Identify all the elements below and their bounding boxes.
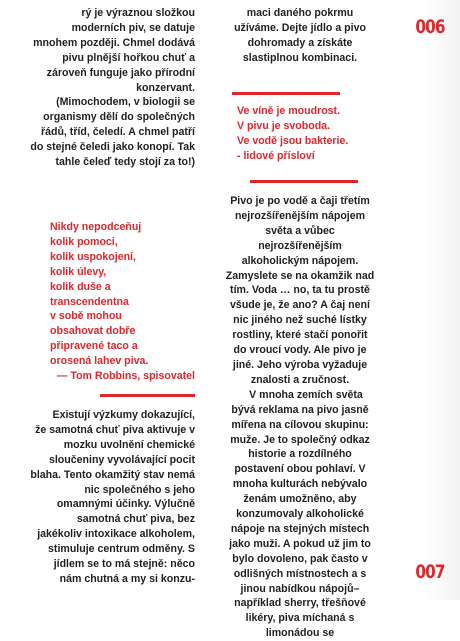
quote-line: orosená lahev piva. — [50, 355, 149, 368]
left-quote-text — [50, 220, 195, 369]
left-intro-paragraph: rý je výraznou složkou moderních piv, se datuje mnohem později. Chmel dodává pivu plnější hořkou chuť a zároveň funguje jako přírodní konzervant. — [33, 7, 195, 94]
quote-line: Nikdy nepodceňuj — [50, 221, 142, 233]
right-paragraph-1: Pivo je po vodě a čaji třetím nejrozšířenějším nápojem světa a vůbec nejrozšířenějším alkoholickým nápojem. Zamyslete se na okamžik nad tím. Voda … no, ta tu prostě všude je, že ano? A čaj není nic jiného než suché lístky rostliny, které stačí ponořit do vroucí vody. Ale pivo je jiné. Jeho výroba vyžaduje znalosti a zručnost. — [225, 195, 375, 386]
right-mid-divider-rule — [250, 180, 358, 183]
page-number-top: 006 — [415, 16, 445, 38]
right-top-divider-rule — [232, 92, 340, 95]
left-column — [30, 6, 195, 170]
quote-line: Ve vodě jsou bakterie. — [237, 134, 349, 147]
page-number-bottom: 007 — [415, 561, 445, 583]
left-quote-author: — Tom Robbins, spisovatel — [56, 370, 195, 383]
quote-line: kolik duše a — [50, 280, 111, 293]
quote-line: transcendentna — [50, 295, 129, 308]
right-pull-quote — [237, 104, 387, 164]
quote-line: Ve víně je moudrost. — [237, 105, 341, 117]
right-quote-text — [237, 104, 387, 164]
quote-line: kolik úlevy, — [50, 265, 107, 278]
quote-line: kolik uspokojení, — [50, 250, 136, 263]
quote-line: kolik pomoci, — [50, 235, 118, 248]
right-paragraph-2: V mnoha zemích světa bývá reklama na pivo jasně mířena na cílovou skupinu: muže. Je to společný odkaz historie a rozdílného postavení obou pohlaví. V mnoha kulturách nebývalo ženám umožněno, aby konzumovaly alkoholické nápoje na stejných místech jako muži. A pokud už jim to bylo dovoleno, pak často v odlišných místnostech a s jinou nabídkou nápojů– například sherry, třešňové likéry, piva míchaná s limonádou se — [229, 388, 371, 640]
right-intro-paragraph: maci daného pokrmu užíváme. Dejte jídlo a pivo dohromady a získáte slastiplnou kombinaci. — [234, 7, 366, 64]
right-body-block — [225, 194, 375, 641]
right-intro-block — [225, 6, 375, 66]
left-divider-rule — [100, 394, 195, 397]
quote-line: v sobě mohou — [50, 310, 122, 323]
left-aside-paragraph: (Mimochodem, v biologii se organismy dělí do společných řádů, tříd, čeledí. A chmel patří do stejné čeledi jako konopí. Tak tahle čeleď tedy stojí za to!) — [30, 96, 195, 169]
quote-line: připravené taco a — [50, 340, 138, 353]
left-pull-quote — [50, 220, 195, 384]
left-closing-block — [30, 408, 195, 587]
quote-line: V pivu je svoboda. — [237, 119, 331, 132]
left-closing-paragraph: Existují výzkumy dokazující, že samotná chuť piva aktivuje v mozku uvolnění chemické sloučeniny vyvolávající pocit blaha. Tento okamžitý stav nemá nic společného s jeho omamnými účinky. Výlučně samotná chuť piva, bez jakékoliv intoxikace alkoholem, stimuluje centrum odměny. S jídlem se to má stejně: něco nám chutná a my si konzu- — [30, 409, 195, 585]
quote-line: - lidové přísloví — [237, 149, 315, 162]
quote-line: obsahovat dobře — [50, 325, 136, 338]
